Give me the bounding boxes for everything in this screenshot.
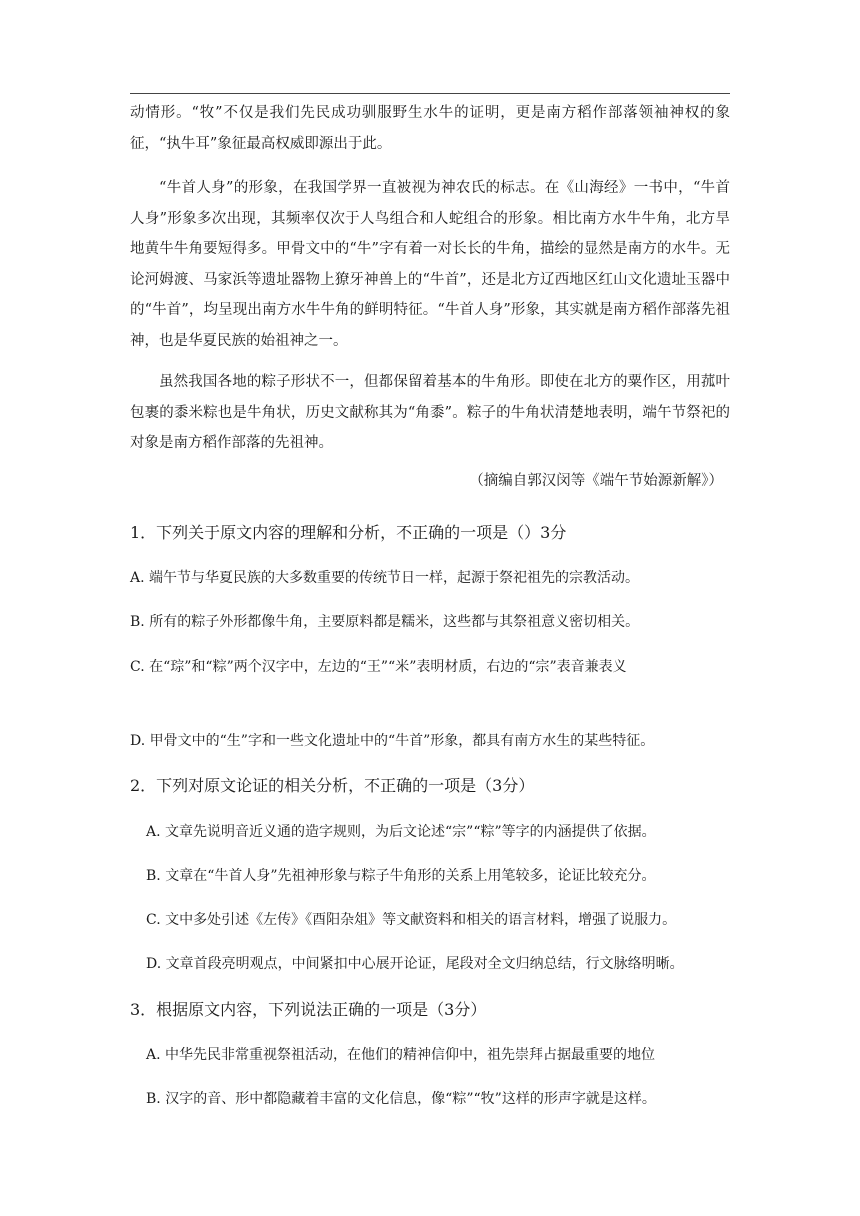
question-3-option-b[interactable]: B. 汉字的音、形中都隐藏着丰富的文化信息，像“粽”“牧”这样的形声字就是这样。 xyxy=(146,1091,656,1107)
question-1-option-d[interactable]: D. 甲骨文中的“生”字和一些文化遗址中的“牛首”形象，都具有南方水生的某些特征。 xyxy=(130,733,655,749)
header-divider xyxy=(130,93,730,94)
question-3-option-a[interactable]: A. 中华先民非常重视祭祖活动，在他们的精神信仰中，祖先崇拜占据最重要的地位 xyxy=(146,1047,656,1063)
question-1-option-b[interactable]: B. 所有的粽子外形都像牛角，主要原料都是糯米，这些都与其祭祖意义密切相关。 xyxy=(130,614,640,630)
question-2-option-b[interactable]: B. 文章在“牛首人身”先祖神形象与粽子牛角形的关系上用笔较多，论证比较充分。 xyxy=(146,868,656,884)
question-2-title: 2．下列对原文论证的相关分析，不正确的一项是（3分） xyxy=(130,776,535,795)
question-1-option-c[interactable]: C. 在“琮”和“粽”两个汉字中，左边的“王”“米”表明材质，右边的“宗”表音兼表义 xyxy=(130,659,627,675)
question-3-title: 3．根据原文内容，下列说法正确的一项是（3分） xyxy=(130,1000,487,1019)
passage-paragraph-continued: 动情形。“牧”不仅是我们先民成功驯服野生水牛的证明，更是南方稻作部落领袖神权的象征，“执牛耳”象征最高权威即源出于此。 xyxy=(130,105,730,152)
passage-paragraph-3: 虽然我国各地的粽子形状不一，但都保留着基本的牛角形。即使在北方的粟作区，用菰叶包裹的黍米粽也是牛角状，历史文献称其为“角黍”。粽子的牛角状清楚地表明，端午节祭祀的对象是南方稻作部落的先祖神。 xyxy=(130,374,730,451)
question-2-option-d[interactable]: D. 文章首段亮明观点，中间紧扣中心展开论证，尾段对全文归纳总结，行文脉络明晰。 xyxy=(146,956,684,972)
passage-paragraph-2: “牛首人身”的形象，在我国学界一直被视为神农氏的标志。在《山海经》一书中，“牛首人身”形象多次出现，其频率仅次于人鸟组合和人蛇组合的形象。相比南方水牛牛角，北方旱地黄牛牛角要短得多。甲骨文中的“牛”字有着一对长长的牛角，描绘的显然是南方的水牛。无论河姆渡、马家浜等遗址器物上獠牙神兽上的“牛首”，还是北方辽西地区红山文化遗址玉器中的“牛首”，均呈现出南方水牛牛角的鲜明特征。“牛首人身”形象，其实就是南方稻作部落先祖神，也是华夏民族的始祖神之一。 xyxy=(130,180,730,349)
question-1-title: 1．下列关于原文内容的理解和分析，不正确的一项是（）3分 xyxy=(130,523,567,542)
question-1-option-a[interactable]: A. 端午节与华夏民族的大多数重要的传统节日一样，起源于祭祀祖先的宗教活动。 xyxy=(130,570,640,586)
passage-source: （摘编自郭汉闵等《端午节始源新解》） xyxy=(469,473,723,489)
question-2-option-c[interactable]: C. 文中多处引述《左传》《酉阳杂俎》等文献资料和相关的语言材料，增强了说服力。 xyxy=(146,912,677,928)
question-2-option-a[interactable]: A. 文章先说明音近义通的造字规则，为后文论述“宗”“粽”等字的内涵提供了依据。 xyxy=(146,824,656,840)
